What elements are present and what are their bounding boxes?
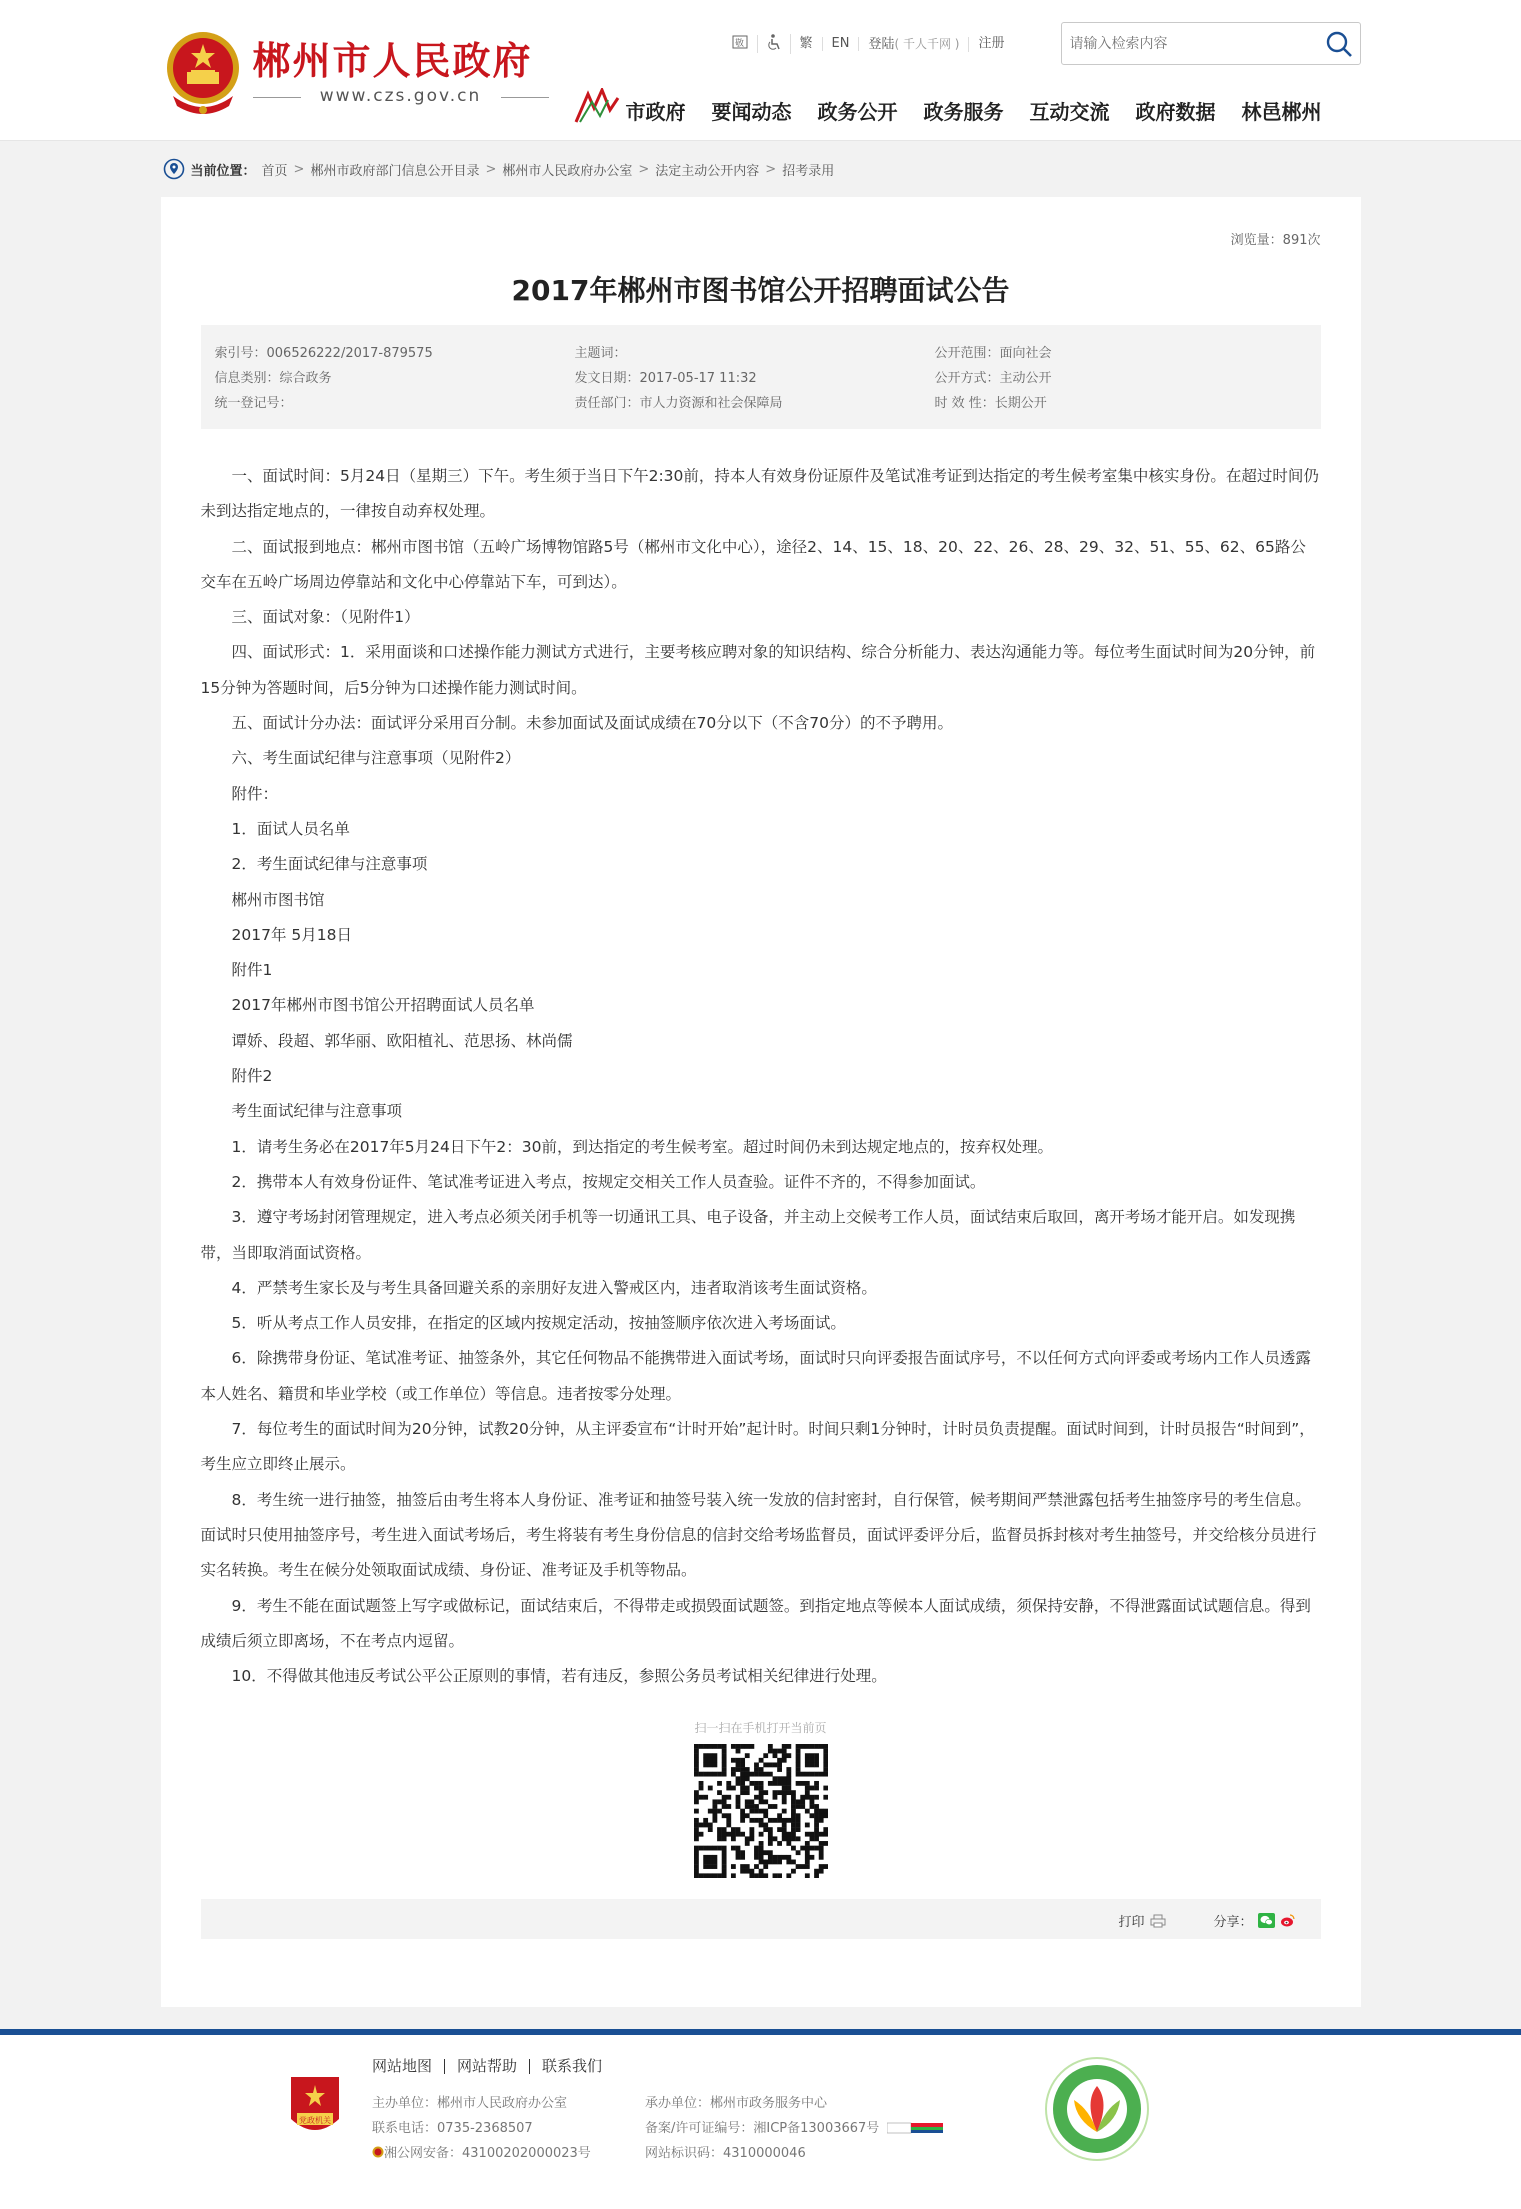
- party-gov-badge-icon[interactable]: [287, 2075, 343, 2139]
- traditional-chinese-link[interactable]: 繁: [791, 37, 823, 51]
- help-link[interactable]: 网站帮助: [445, 2059, 530, 2074]
- article-paragraph: 谭娇、段超、郭华丽、欧阳植礼、范思扬、林尚儒: [231, 1031, 573, 1050]
- badge-text: 党政机关: [299, 2116, 331, 2125]
- article-paragraph: 考生面试纪律与注意事项: [231, 1102, 403, 1121]
- article-paragraph: 2017年 5月18日: [231, 925, 352, 944]
- article-paragraph: 五、面试计分办法：面试评分采用百分制。未参加面试及面试成绩在70分以下（不含70分）的不予聘用。: [231, 714, 953, 733]
- share-bar: [201, 1899, 1321, 1939]
- meta-dept: 责任部门：市人力资源和社会保障局: [574, 396, 783, 411]
- main-nav: [626, 96, 1322, 125]
- share-area: [1214, 1911, 1295, 1930]
- nav-decoration-icon: [574, 88, 620, 124]
- footer-police-record[interactable]: 湘公网安备：43100202000023号: [372, 2141, 591, 2166]
- footer-icp[interactable]: 备案/许可证编号：湘ICP备13003667号: [645, 2116, 943, 2141]
- printer-icon: [1150, 1914, 1166, 1928]
- article-meta: [201, 325, 1321, 429]
- search-icon[interactable]: [1324, 29, 1354, 59]
- svg-text:敬: 敬: [734, 39, 744, 49]
- article-paragraph: 2017年郴州市图书馆公开招聘面试人员名单: [231, 996, 535, 1015]
- login-link[interactable]: 登陆( 千人千网 ): [859, 37, 969, 52]
- wechat-icon[interactable]: [1258, 1913, 1275, 1928]
- meta-index-no: 索引号：006526222/2017-879575: [214, 346, 433, 361]
- view-count: 浏览量：891次: [1230, 233, 1321, 248]
- meta-issue-date: 发文日期：2017-05-17 11:32: [574, 371, 757, 386]
- register-link[interactable]: 注册: [978, 36, 1005, 51]
- article-paragraph: 郴州市图书馆: [231, 890, 325, 909]
- meta-category: 信息类别：综合政务: [214, 371, 332, 386]
- footer-links: [372, 2059, 614, 2074]
- article-paragraph: 8．考生统一进行抽签，抽签后由考生将本人身份证、准考证和抽签号装入统一发放的信封密封，自行保管，候考期间严禁泄露包括考生抽签序号的考生信息。面试时只使用抽签序号，考生进入面试考场后，考生将装有考生身份信息的信封交给考场监督员，面试评委评分后，监督员拆封核对考生抽签号，并交给核分员进行实名转换。考生在候分处领取面试成绩、身份证、准考证及手机等物品。: [200, 1490, 1317, 1580]
- search-box: [1061, 22, 1361, 65]
- print-button[interactable]: [1119, 1911, 1166, 1930]
- share-label: 分享：: [1213, 1915, 1253, 1930]
- article-title: 2017年郴州市图书馆公开招聘面试公告: [511, 274, 1010, 307]
- print-label: 打印: [1118, 1915, 1145, 1930]
- article-paragraph: 附件1: [231, 961, 273, 980]
- footer-phone: 联系电话：0735-2368507: [372, 2121, 533, 2136]
- article-panel: [161, 197, 1361, 2007]
- nav-gov-data[interactable]: 政府数据: [1135, 100, 1216, 124]
- article-paragraph: 二、面试报到地点：郴州市图书馆（五岭广场博物馆路5号（郴州市文化中心），途径2、14、15、18、20、22、26、28、29、32、51、55、62、65路公交车在五岭广场周边停靠站和文化中心停靠站下车，可到达）。: [200, 537, 1306, 591]
- cnzz-icon: [887, 2122, 943, 2134]
- article-paragraph: 1．面试人员名单: [231, 819, 350, 838]
- qr-code-icon: [694, 1744, 828, 1878]
- footer-info-right: [645, 2091, 943, 2166]
- location-pin-icon: [163, 158, 185, 180]
- article-paragraph: 四、面试形式：1．采用面谈和口述操作能力测试方式进行，主要考核应聘对象的知识结构、综合分析能力、表达沟通能力等。每位考生面试时间为20分钟，前15分钟为答题时间，后5分钟为口述操作能力测试时间。: [200, 643, 1316, 697]
- breadcrumb-home[interactable]: 首页: [261, 163, 288, 179]
- article-paragraph: 三、面试对象：（见附件1）: [231, 608, 420, 627]
- nav-linyi-chenzhou[interactable]: 林邑郴州: [1241, 100, 1322, 124]
- article-paragraph: 5．听从考点工作人员安排，在指定的区域内按规定活动，按抽签顺序依次进入考场面试。: [231, 1314, 846, 1333]
- breadcrumb-public-content[interactable]: 法定主动公开内容: [655, 163, 760, 179]
- accessibility-icon: [767, 34, 781, 50]
- article-paragraph: 2．考生面试纪律与注意事项: [231, 855, 428, 874]
- site-logo[interactable]: [161, 24, 551, 120]
- civilized-website-seal-icon[interactable]: [1044, 2056, 1150, 2162]
- article-paragraph: 2．携带本人有效身份证件、笔试准考证进入考点，按规定交相关工作人员查验。证件不齐的，不得参加面试。: [231, 1172, 986, 1191]
- article-paragraph: 6．除携带身份证、笔试准考证、抽签条外，其它任何物品不能携带进入面试考场，面试时只向评委报告面试序号，不以任何方式向评委或考场内工作人员透露本人姓名、籍贯和毕业学校（或工作单位）等信息。违者按零分处理。: [200, 1349, 1311, 1403]
- nav-city-government[interactable]: 市政府: [625, 100, 686, 124]
- site-url: www.czs.gov.cn: [253, 86, 549, 106]
- meta-scope: 公开范围：面向社会: [934, 346, 1052, 361]
- site-header: [0, 0, 1521, 141]
- nav-gov-services[interactable]: 政务服务: [923, 100, 1004, 124]
- sitemap-link[interactable]: 网站地图: [372, 2059, 445, 2074]
- article-paragraph: 7．每位考生的面试时间为20分钟，试教20分钟，从主评委宣布“计时开始”起计时。时间只剩1分钟时，计时员负责提醒。面试时间到，计时员报告“时间到”，考生应立即终止展示。: [200, 1420, 1315, 1474]
- article-paragraph: 一、面试时间：5月24日（星期三）下午。考生须于当日下午2:30前，持本人有效身份证原件及笔试准考证到达指定的考生候考室集中核实身份。在超过时间仍未到达指定地点的，一律按自动弃权处理。: [200, 467, 1319, 521]
- weibo-icon[interactable]: [1280, 1913, 1295, 1928]
- footer-site-code: 网站标识码：4310000046: [645, 2146, 806, 2161]
- national-emblem-icon: [163, 26, 243, 116]
- breadcrumb-directory[interactable]: 郴州市政府部门信息公开目录: [310, 163, 480, 179]
- footer-sponsor: 主办单位：郴州市人民政府办公室: [372, 2096, 568, 2111]
- search-input[interactable]: [1070, 33, 1310, 55]
- elderly-icon: [732, 35, 748, 49]
- article-body: [201, 459, 1321, 1694]
- footer-organizer: 承办单位：郴州市政务服务中心: [645, 2096, 828, 2111]
- breadcrumb-label: 当前位置：: [190, 163, 256, 179]
- article-paragraph: 附件：: [231, 784, 279, 803]
- article-paragraph: 4．严禁考生家长及与考生具备回避关系的亲朋好友进入警戒区内，违者取消该考生面试资格。: [231, 1278, 877, 1297]
- article-paragraph: 10．不得做其他违反考试公平公正原则的事情，若有违反，参照公务员考试相关纪律进行处理。: [231, 1667, 887, 1686]
- article-paragraph: 9．考生不能在面试题签上写字或做标记，面试结束后，不得带走或损毁面试题签。到指定地点等候本人面试成绩，须保持安静，不得泄露面试试题信息。得到成绩后须立即离场，不在考点内逗留。: [200, 1596, 1311, 1650]
- police-badge-icon: [372, 2146, 384, 2158]
- meta-subject: 主题词：: [574, 346, 627, 361]
- accessibility-link[interactable]: [758, 34, 791, 54]
- nav-gov-affairs-public[interactable]: 政务公开: [817, 100, 898, 124]
- elderly-mode-link[interactable]: [723, 35, 758, 53]
- qr-tip: 扫一扫在手机打开当前页: [694, 1721, 827, 1735]
- contact-link[interactable]: 联系我们: [542, 2057, 603, 2075]
- article-paragraph: 六、考生面试纪律与注意事项（见附件2）: [231, 749, 521, 768]
- article-paragraph: 3．遵守考场封闭管理规定，进入考点必须关闭手机等一切通讯工具、电子设备，并主动上交候考工作人员，面试结束后取回，离开考场才能开启。如发现携带，当即取消面试资格。: [200, 1208, 1296, 1262]
- breadcrumb: 当前位置： 首页 > 郴州市政府部门信息公开目录 > 郴州市人民政府办公室 > 法定主动公开内容 > 招考录用: [161, 141, 1361, 197]
- article-paragraph: 1．请考生务必在2017年5月24日下午2：30前，到达指定的考生候考室。超过时间仍未到达规定地点的，按弃权处理。: [231, 1137, 1053, 1156]
- site-footer: [0, 2029, 1521, 2209]
- article-paragraph: 附件2: [231, 1067, 273, 1086]
- breadcrumb-recruitment[interactable]: 招考录用: [782, 163, 835, 179]
- site-name: 郴州市人民政府: [252, 39, 533, 83]
- nav-interaction[interactable]: 互动交流: [1029, 100, 1110, 124]
- top-links: [723, 34, 1014, 54]
- breadcrumb-office[interactable]: 郴州市人民政府办公室: [502, 163, 633, 179]
- meta-validity: 时 效 性：长期公开: [934, 396, 1047, 411]
- footer-info-left: [372, 2091, 591, 2166]
- meta-reg-no: 统一登记号：: [214, 396, 293, 411]
- qr-section: [161, 1719, 1361, 1878]
- meta-method: 公开方式：主动公开: [934, 371, 1052, 386]
- nav-news[interactable]: 要闻动态: [711, 100, 792, 124]
- english-link[interactable]: EN: [823, 37, 860, 51]
